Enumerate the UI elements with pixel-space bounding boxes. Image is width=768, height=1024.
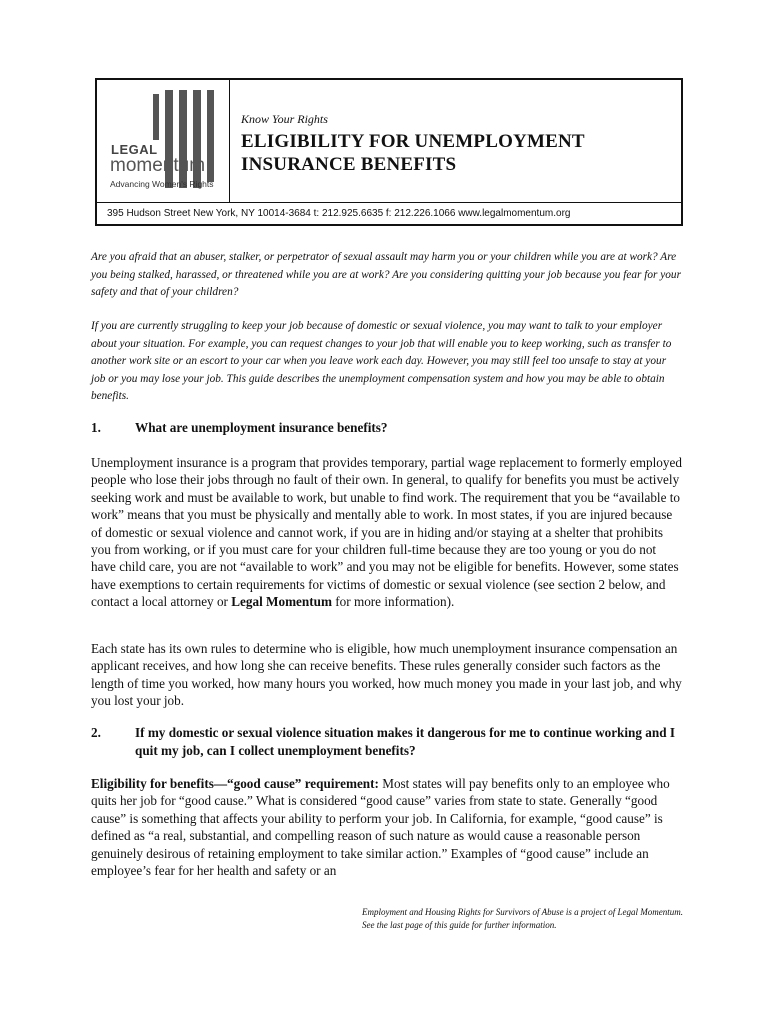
logo <box>97 80 230 202</box>
legal-momentum-bold: Legal Momentum <box>231 594 332 610</box>
section-2-title: If my domestic or sexual violence situation makes it dangerous for me to continue working and I quit my job, can I collect unemployment benefits? <box>135 725 675 758</box>
section-1-paragraph-1 <box>91 454 683 611</box>
title-line-1: ELIGIBILITY FOR UNEMPLOYMENT <box>241 131 585 152</box>
section-1-p1-text: Unemployment insurance is a program that provides temporary, partial wage replacement to formerly employed people who lose their jobs through no fault of their own. In general, to qualify for benefits you must be actively seeking work and must be available to work, but unable to find work. The requirement that you be “available to work” means that you must be physically and mentally able to work. In most states, if you are injured because of domestic or sexual violence and cannot work, if you are in hiding and/or staying at a shelter that prohibits you from working, or if you must care for your children full-time because they are too young or you do not have child care, you are not “available to work” and you may not be eligible for benefits. However, some states have exemptions to certain requirements for victims of domestic or sexual violence (see section 2 below, and contact a local attorney or <box>91 455 682 610</box>
section-2-number: 2. <box>91 725 101 740</box>
section-2-paragraph-1 <box>91 775 683 879</box>
section-2-heading <box>91 724 681 760</box>
logo-word-momentum: momentum <box>110 155 206 176</box>
header-top <box>97 80 681 202</box>
section-2-p1-text: Most states will pay benefits only to an employee who quits her job for “good cause.” What is considered “good cause” varies from state to state. Generally “good cause” is something that affects your ability to perform your job. In California, for example, “good cause” is defined as “a real, substantial, and compelling reason of such nature as would cause a reasonable person genuinely desirous of retaining employment to take similar action.” Examples of “good cause” include an employee’s fear for her health and safety or an <box>91 776 670 879</box>
title-line-2: INSURANCE BENEFITS <box>241 154 457 175</box>
title-area <box>241 112 671 176</box>
logo-tagline: Advancing Women's Rights <box>110 179 214 189</box>
section-1-number: 1. <box>91 420 101 435</box>
section-1-heading <box>91 419 681 437</box>
intro-paragraph-2: If you are currently struggling to keep your job because of domestic or sexual violence, you may want to talk to your employer about your situation. For example, you can request changes to your job that will enable you to keep working, such as transfer to another work site or an escort to your car when you leave work each day. However, you may still feel too unsafe to stay at your job or you may lose your job. This guide describes the unemployment compensation system and how you may be able to obtain benefits. <box>91 320 672 403</box>
good-cause-label: Eligibility for benefits—“good cause” requirement: <box>91 776 379 791</box>
kicker: Know Your Rights <box>241 112 328 126</box>
section-1-paragraph-2: Each state has its own rules to determine who is eligible, how much unemployment insurance compensation an applicant receives, and how long she can receive benefits. These rules generally consider such factors as the length of time you worked, how many hours you worked, how much money you made in your last job, and why you lost your job. <box>91 641 682 709</box>
address-bar: 395 Hudson Street New York, NY 10014-3684 t: 212.925.6635 f: 212.226.1066 www.legalmomentum.org <box>97 202 681 226</box>
footer-note: Employment and Housing Rights for Survivors of Abuse is a project of Legal Momentum. See the last page of this guide for further information. <box>362 907 683 930</box>
header-box <box>95 78 683 226</box>
document-title <box>241 130 671 176</box>
intro-paragraph-1: Are you afraid that an abuser, stalker, or perpetrator of sexual assault may harm you or your children while you are at work? Are you being stalked, harassed, or threatened while you are at work? Are you considering quitting your job because you fear for your safety and that of your children? <box>91 251 681 299</box>
logo-word-legal: LEGAL <box>111 142 158 157</box>
section-1-title: What are unemployment insurance benefits? <box>135 420 388 435</box>
section-1-p1-end: for more information). <box>331 594 455 610</box>
